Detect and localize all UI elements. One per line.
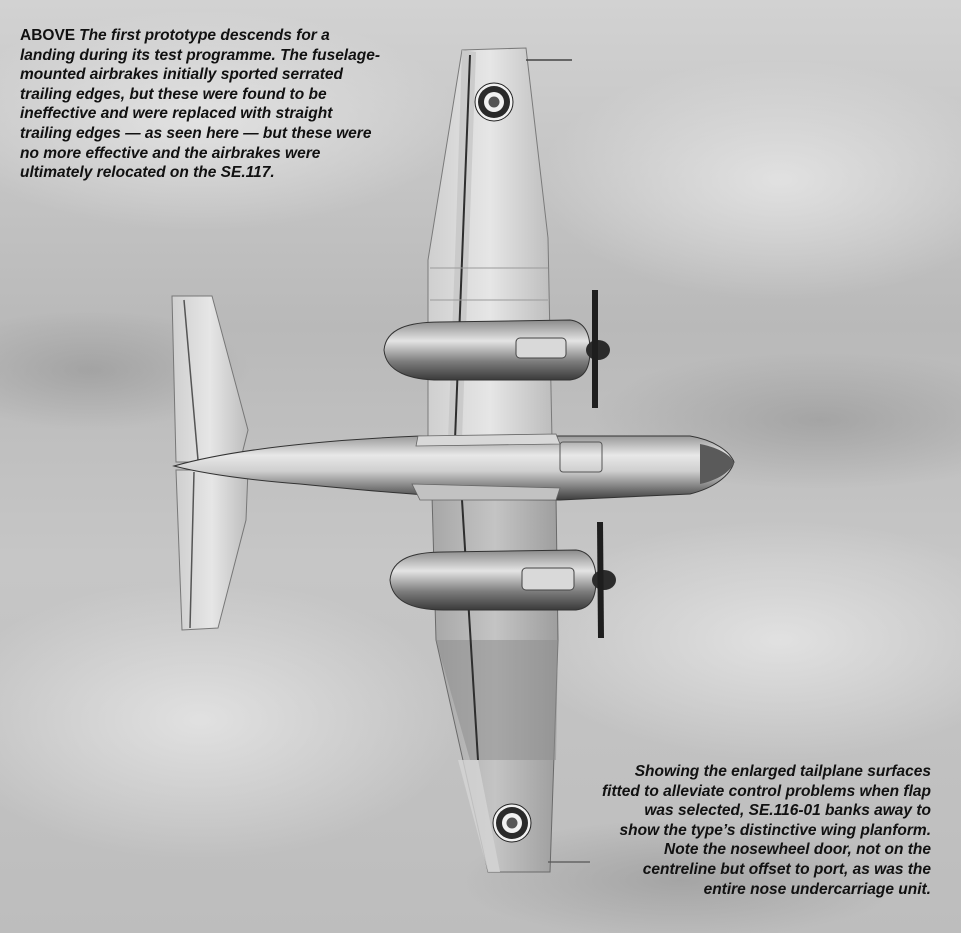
- engine-intake: [516, 338, 566, 358]
- upper-roundel: [475, 83, 513, 121]
- caption-top-text: The first prototype descends for a landing during its test programme. The fuselage-mounted airbrakes initially sported serrated trailing edges, but these were found to be ineffective and were replaced with straight trailing edges — as seen here — but these were no more effective and the airbrakes were ultimately relocated on the SE.117.: [20, 27, 380, 182]
- engine-intake: [522, 568, 574, 590]
- wing-fairing: [416, 434, 560, 446]
- caption-top-lead: ABOVE: [20, 27, 76, 44]
- caption-top: [20, 26, 380, 183]
- caption-bottom: Showing the enlarged tailplane surfaces fitted to alleviate control problems when flap was selected, SE.116-01 banks away to show the type’s distinctive wing planform. Note the nosewheel door, not on the centreline but offset to port, as was the entire nose undercarriage unit.: [602, 763, 931, 898]
- lower-roundel: [493, 804, 531, 842]
